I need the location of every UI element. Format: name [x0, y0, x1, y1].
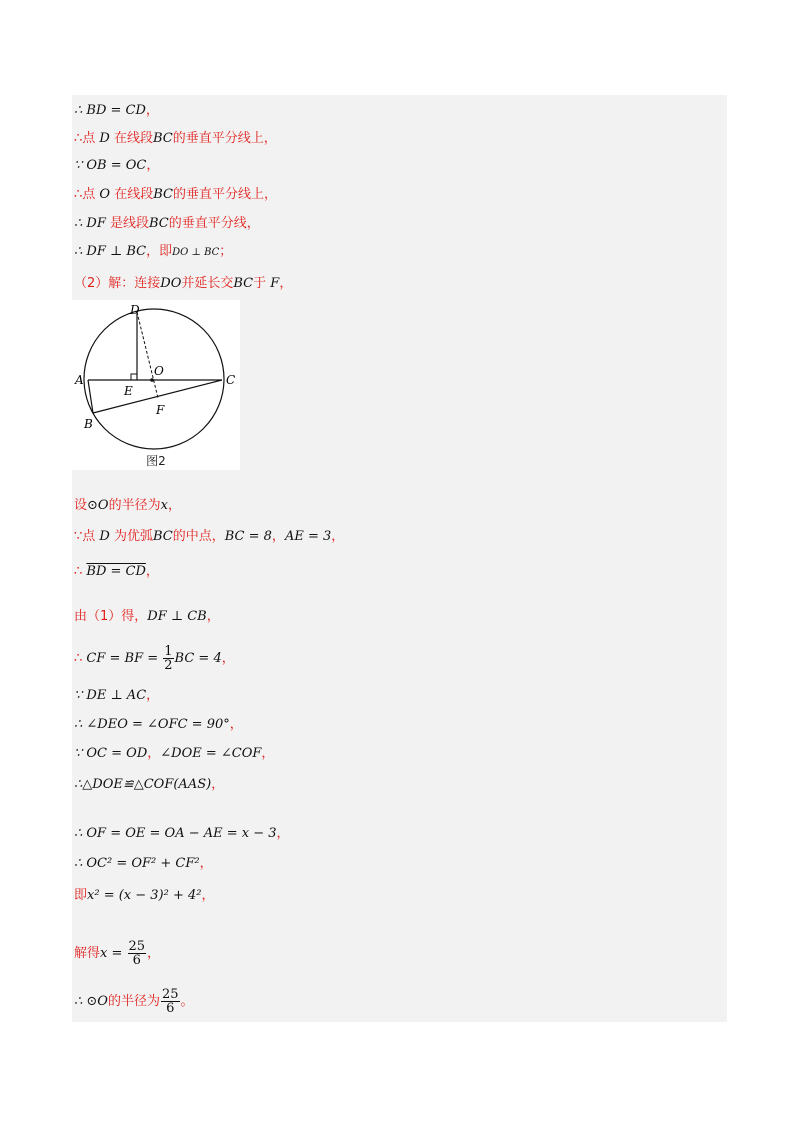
solution-line [74, 131, 277, 147]
label-f: F [156, 403, 165, 417]
solution-line [74, 609, 220, 625]
solution-line [74, 276, 292, 292]
text-run: 在线段 [109, 131, 153, 146]
text-run: ∴ [74, 564, 87, 579]
text-run: 为优弧 [109, 529, 153, 544]
math-expression: AE = 3 [284, 529, 332, 544]
text-run: ， [276, 826, 290, 841]
solution-line [74, 717, 243, 733]
math-expression: x = [100, 946, 127, 961]
text-run: 并延长交 [181, 276, 234, 291]
math-expression: ∵ OC = OD [74, 746, 148, 761]
text-run: 的半径为 [108, 498, 161, 513]
math-expression: ∵ DE ⊥ AC [74, 688, 147, 703]
center-point [150, 378, 154, 382]
figure-caption: 图2 [146, 454, 166, 468]
text-run: 的垂直平分线上， [172, 187, 277, 202]
math-expression: ∴△DOE≌△COF(AAS) [74, 777, 212, 792]
text-run: ， [146, 688, 160, 703]
text-run: 于 [253, 276, 271, 291]
text-run: 。 [180, 994, 194, 1009]
text-run: ； [219, 244, 233, 259]
text-run: 即 [74, 888, 88, 903]
circle-diagram [72, 300, 240, 470]
math-expression: ∴ DF [74, 216, 106, 231]
math-expression: DO [160, 276, 182, 291]
text-run: 解得 [74, 946, 101, 961]
text-run: ， [206, 609, 220, 624]
solution-line [74, 940, 160, 967]
math-expression: ∴ BD = CD [74, 103, 146, 118]
text-run: ， [146, 158, 160, 173]
math-expression: BD = CD [86, 564, 146, 579]
text-run: ∴ [74, 651, 87, 666]
text-run: 的垂直平分线上， [172, 131, 277, 146]
text-run: ， [331, 529, 345, 544]
solution-panel [72, 95, 727, 1022]
circle-o [84, 309, 224, 449]
solution-line [74, 103, 159, 119]
math-expression: O [99, 187, 111, 202]
solution-line [74, 826, 290, 842]
math-expression: ∴ OF = OE = OA − AE = x − 3 [74, 826, 277, 841]
math-expression: D [99, 131, 110, 146]
math-expression: ∴ ⊙O [74, 994, 108, 1009]
fraction: $\frac{25}{6}$ [128, 939, 146, 968]
solution-line [74, 564, 159, 580]
text-run: 的垂直平分线， [168, 216, 260, 231]
text-run: ， [199, 856, 213, 871]
text-run: ， [279, 276, 293, 291]
text-run: ， [145, 103, 159, 118]
text-run: 在线段 [110, 187, 154, 202]
math-expression: BC = 4 [174, 651, 222, 666]
math-expression: ∵ OB = OC [74, 158, 147, 173]
math-expression: BC [233, 276, 254, 291]
math-expression: BC [152, 529, 173, 544]
text-run: ， [201, 888, 215, 903]
math-expression: DF ⊥ CB [147, 609, 207, 624]
text-run: 设 [74, 498, 88, 513]
text-run: ， [147, 746, 161, 761]
solution-line [74, 888, 215, 904]
solution-line [74, 187, 277, 203]
solution-line [74, 777, 224, 793]
fraction: $\frac{1}{2}$ [164, 644, 173, 673]
solution-line [74, 688, 159, 704]
label-d: D [130, 303, 140, 317]
text-run: ，即 [146, 244, 173, 259]
math-expression: x² = (x − 3)² + 4² [87, 888, 202, 903]
text-run: ， [229, 717, 243, 732]
solution-line [74, 645, 235, 672]
text-run: ， [147, 946, 161, 961]
math-expression: BC [149, 216, 169, 231]
math-expression: CF = BF = [86, 651, 163, 666]
math-expression: DO ⊥ BC [172, 247, 220, 258]
text-run: ， [145, 564, 159, 579]
text-run: 是线段 [105, 216, 149, 231]
text-run: ， [261, 746, 275, 761]
fraction: $\frac{25}{6}$ [161, 987, 179, 1016]
text-run: （2）解：连接 [74, 276, 161, 291]
text-run: ∵点 [74, 529, 100, 544]
label-a: A [75, 373, 84, 387]
math-expression: x [160, 498, 168, 513]
solution-line [74, 244, 232, 261]
math-expression: D [99, 529, 110, 544]
math-expression: ∴ DF ⊥ BC [74, 244, 147, 259]
text-run: ， [167, 498, 181, 513]
math-expression: BC = 8 [224, 529, 272, 544]
text-run: 由（1）得， [74, 609, 148, 624]
label-c: C [226, 373, 236, 387]
solution-line [74, 746, 274, 762]
text-run: ， [211, 777, 225, 792]
solution-line [74, 988, 194, 1015]
text-run: ， [221, 651, 235, 666]
math-expression: BC [153, 187, 173, 202]
solution-line [74, 216, 260, 232]
segment-df-dashed [137, 312, 158, 398]
math-expression: ⊙O [87, 498, 109, 513]
label-e: E [124, 384, 133, 398]
text-run: ， [271, 529, 285, 544]
solution-line [74, 158, 159, 174]
math-expression: F [270, 276, 280, 291]
label-b: B [84, 417, 93, 431]
solution-line [74, 856, 213, 872]
right-angle-mark [131, 374, 137, 380]
math-expression: ∠DOE = ∠COF [160, 746, 262, 761]
math-expression: ∴ OC² = OF² + CF² [74, 856, 200, 871]
math-expression: ∴ ∠DEO = ∠OFC = 90° [74, 717, 230, 732]
solution-line [74, 498, 181, 514]
text-run: ∴点 [74, 187, 100, 202]
label-o: O [154, 364, 164, 378]
text-run: ∴点 [74, 131, 100, 146]
text-run: 的半径为 [107, 994, 160, 1009]
geometry-figure [72, 300, 240, 470]
text-run: 的中点， [172, 529, 225, 544]
math-expression: BC [152, 131, 173, 146]
solution-line [74, 529, 344, 545]
